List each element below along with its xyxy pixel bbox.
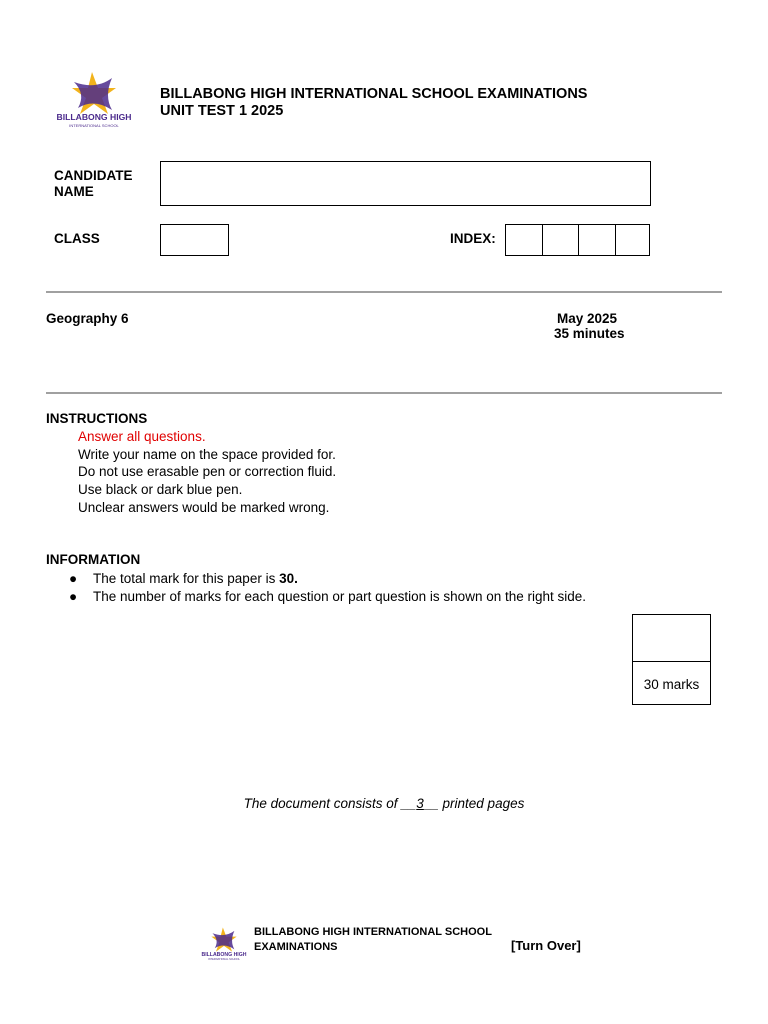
instruction-item: Write your name on the space provided for. <box>78 446 336 462</box>
class-field[interactable] <box>160 224 229 256</box>
index-digit-field[interactable] <box>578 224 616 256</box>
index-boxes <box>505 224 650 256</box>
divider-rule <box>46 291 722 293</box>
instruction-item: Unclear answers would be marked wrong. <box>78 499 330 515</box>
candidate-label-line2: NAME <box>54 184 94 199</box>
exam-duration: 35 minutes <box>554 326 625 341</box>
candidate-label-line1: CANDIDATE <box>54 168 133 183</box>
index-label: INDEX: <box>450 231 496 246</box>
footer-logo <box>201 925 247 961</box>
marks-box-divider <box>633 661 710 662</box>
logo-text-sub: INTERNATIONAL SCHOOL <box>69 123 119 128</box>
logo-text-sub: INTERNATIONAL SCHOOL <box>208 958 240 961</box>
information-heading: INFORMATION <box>46 552 141 567</box>
star-logo-icon <box>201 925 247 961</box>
candidate-name-field[interactable] <box>160 161 651 206</box>
page-count-value: 3 <box>416 796 424 811</box>
information-item-text: The total mark for this paper is <box>93 571 280 586</box>
logo-text-main: BILLABONG HIGH <box>56 112 132 122</box>
information-list <box>46 570 666 605</box>
turn-over-label: [Turn Over] <box>511 938 581 953</box>
index-digit-field[interactable] <box>615 224 650 256</box>
information-item <box>46 570 666 588</box>
index-digit-field[interactable] <box>505 224 543 256</box>
instruction-item: Use black or dark blue pen. <box>78 482 243 498</box>
bullet-icon: ● <box>69 588 78 604</box>
footer-line1: BILLABONG HIGH INTERNATIONAL SCHOOL <box>254 926 492 938</box>
header-title: BILLABONG HIGH INTERNATIONAL SCHOOL EXAMINATIONS <box>160 86 588 102</box>
instruction-item: Do not use erasable pen or correction fluid. <box>78 464 337 480</box>
exam-header <box>160 86 587 120</box>
header-subtitle: UNIT TEST 1 2025 <box>160 103 284 119</box>
footer-school-name <box>254 925 492 954</box>
footer-line2: EXAMINATIONS <box>254 940 338 953</box>
school-logo <box>54 68 134 130</box>
star-logo-icon <box>54 68 134 130</box>
marks-box <box>632 614 711 705</box>
instructions-heading: INSTRUCTIONS <box>46 411 148 426</box>
score-field[interactable] <box>633 615 710 661</box>
bullet-icon: ● <box>69 571 78 586</box>
class-label: CLASS <box>54 231 100 246</box>
instructions-list <box>78 428 336 517</box>
subject-title: Geography 6 <box>46 311 129 326</box>
information-item-text: The number of marks for each question or part question is shown on the right side. <box>93 588 587 604</box>
candidate-name-label <box>54 168 133 200</box>
exam-date: May 2025 <box>557 311 618 326</box>
index-digit-field[interactable] <box>542 224 579 256</box>
total-marks-label: 30 marks <box>643 677 700 692</box>
page-count-prefix: The document consists of __ <box>243 796 417 811</box>
total-marks-value: 30. <box>279 571 298 586</box>
information-item <box>46 588 666 606</box>
page-count-suffix: __ printed pages <box>423 796 525 811</box>
divider-rule <box>46 392 722 394</box>
page-count-note <box>0 796 768 811</box>
logo-text-main: BILLABONG HIGH <box>201 952 247 959</box>
instruction-item: Answer all questions. <box>78 429 206 444</box>
